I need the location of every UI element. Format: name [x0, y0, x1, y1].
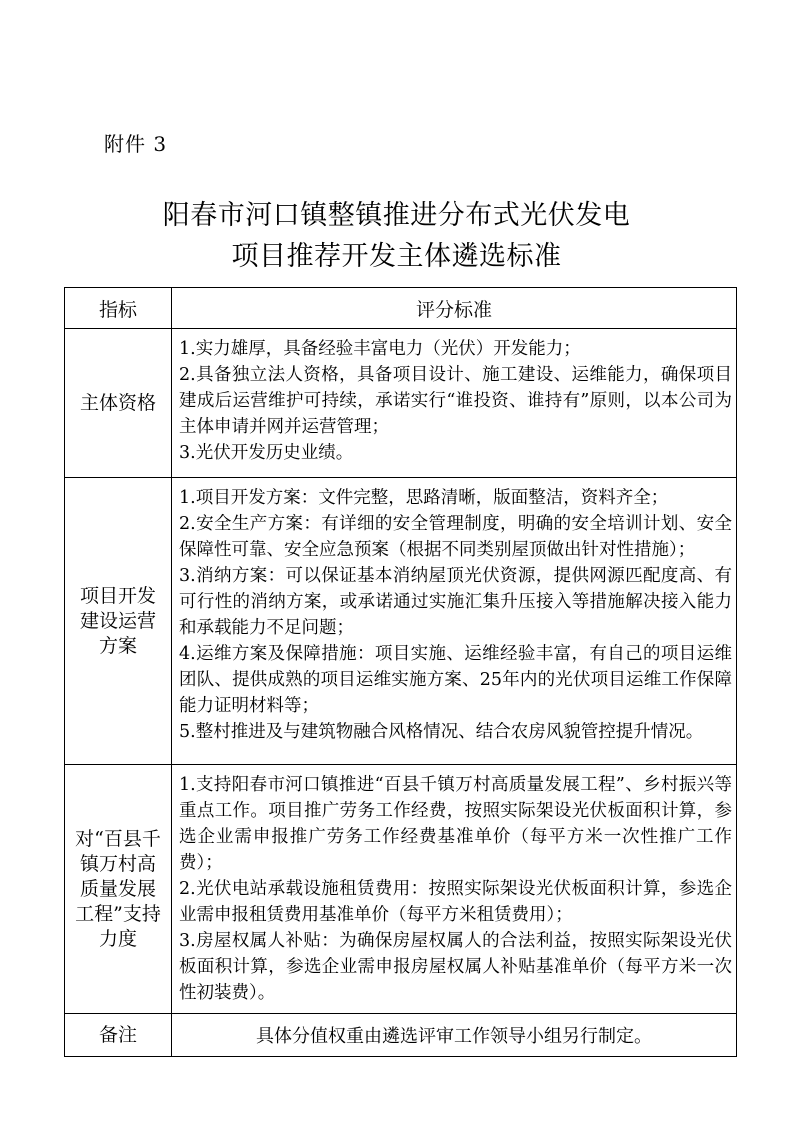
table-header-row	[65, 288, 737, 329]
criteria-cell	[172, 329, 737, 478]
criteria-item: 1.项目开发方案：文件完整，思路清晰，版面整洁，资料齐全；	[179, 488, 669, 508]
criteria-item: 4.运维方案及保障措施：项目实施、运维经验丰富，有自己的项目运维团队、提供成熟的项目运维实施方案、25年内的光伏项目运维工作保障能力证明材料等；	[179, 644, 732, 716]
document-title-line-1: 阳春市河口镇整镇推进分布式光伏发电	[162, 200, 631, 231]
criteria-item: 2.光伏电站承载设施租赁费用：按照实际架设光伏板面积计算，参选企业需申报租赁费用基准单价（每平方米租赁费用）；	[179, 879, 732, 925]
table-row	[65, 765, 737, 1014]
document-title-line-2: 项目推荐开发主体遴选标准	[231, 241, 562, 272]
header-indicator: 指标	[65, 288, 172, 329]
indicator-cell: 项目开发建设运营方案	[65, 478, 172, 765]
table-row	[65, 329, 737, 478]
table-row	[65, 1014, 737, 1057]
criteria-item: 1.实力雄厚，具备经验丰富电力（光伏）开发能力；	[179, 339, 581, 359]
criteria-cell	[172, 765, 737, 1014]
header-criteria: 评分标准	[172, 288, 737, 329]
indicator-cell: 对“百县千镇万村高质量发展工程”支持力度	[65, 765, 172, 1014]
criteria-item: 3.房屋权属人补贴：为确保房屋权属人的合法利益，按照实际架设光伏板面积计算，参选企业需申报房屋权属人补贴基准单价（每平方米一次性初装费）。	[179, 931, 732, 1003]
criteria-cell	[172, 478, 737, 765]
criteria-table	[64, 287, 737, 1057]
criteria-item: 5.整村推进及与建筑物融合风格情况、结合农房风貌管控提升情况。	[179, 722, 704, 742]
criteria-item: 2.安全生产方案：有详细的安全管理制度，明确的安全培训计划、安全保障性可靠、安全应急预案（根据不同类别屋顶做出针对性措施）；	[179, 514, 732, 560]
indicator-cell: 主体资格	[65, 329, 172, 478]
criteria-item: 1.支持阳春市河口镇推进“百县千镇万村高质量发展工程”、乡村振兴等重点工作。项目推广劳务工作经费，按照实际架设光伏板面积计算，参选企业需申报推广劳务工作经费基准单价（每平方米一次性推广工作费）；	[179, 775, 732, 873]
table-row	[65, 478, 737, 765]
attachment-label: 附件 3	[104, 132, 168, 156]
note-cell: 具体分值权重由遴选评审工作领导小组另行制定。	[172, 1014, 737, 1057]
criteria-item: 2.具备独立法人资格，具备项目设计、施工建设、运维能力，确保项目建成后运营维护可持续，承诺实行“谁投资、谁持有”原则，以本公司为主体申请并网并运营管理；	[179, 365, 732, 437]
criteria-item: 3.光伏开发历史业绩。	[179, 443, 354, 463]
indicator-cell: 备注	[65, 1014, 172, 1057]
criteria-item: 3.消纳方案：可以保证基本消纳屋顶光伏资源，提供网源匹配度高、有可行性的消纳方案，或承诺通过实施汇集升压接入等措施解决接入能力和承载能力不足问题；	[179, 566, 732, 638]
